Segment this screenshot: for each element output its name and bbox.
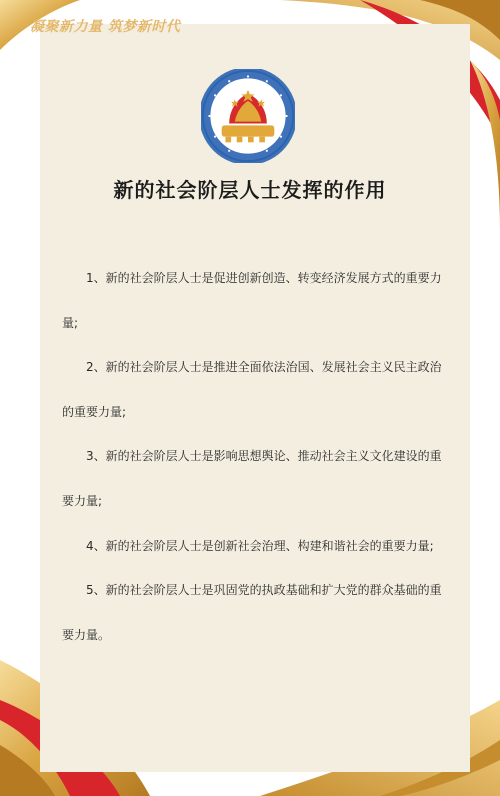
- page-title: 新的社会阶层人士发挥的作用: [113, 178, 387, 202]
- list-item: 4、新的社会阶层人士是创新社会治理、构建和谐社会的重要力量;: [86, 538, 434, 553]
- slogan: 凝聚新力量 筑梦新时代: [30, 19, 181, 35]
- list-item: 5、新的社会阶层人士是巩固党的执政基础和扩大党的群众基础的重要力量。: [62, 583, 442, 642]
- list-item: 3、新的社会阶层人士是影响思想舆论、推动社会主义文化建设的重要力量;: [62, 449, 442, 508]
- list-item: 1、新的社会阶层人士是促进创新创造、转变经济发展方式的重要力量;: [62, 271, 442, 330]
- role-list: [62, 256, 448, 657]
- association-logo: [201, 69, 295, 163]
- list-item: 2、新的社会阶层人士是推进全面依法治国、发展社会主义民主政治的重要力量;: [62, 360, 442, 419]
